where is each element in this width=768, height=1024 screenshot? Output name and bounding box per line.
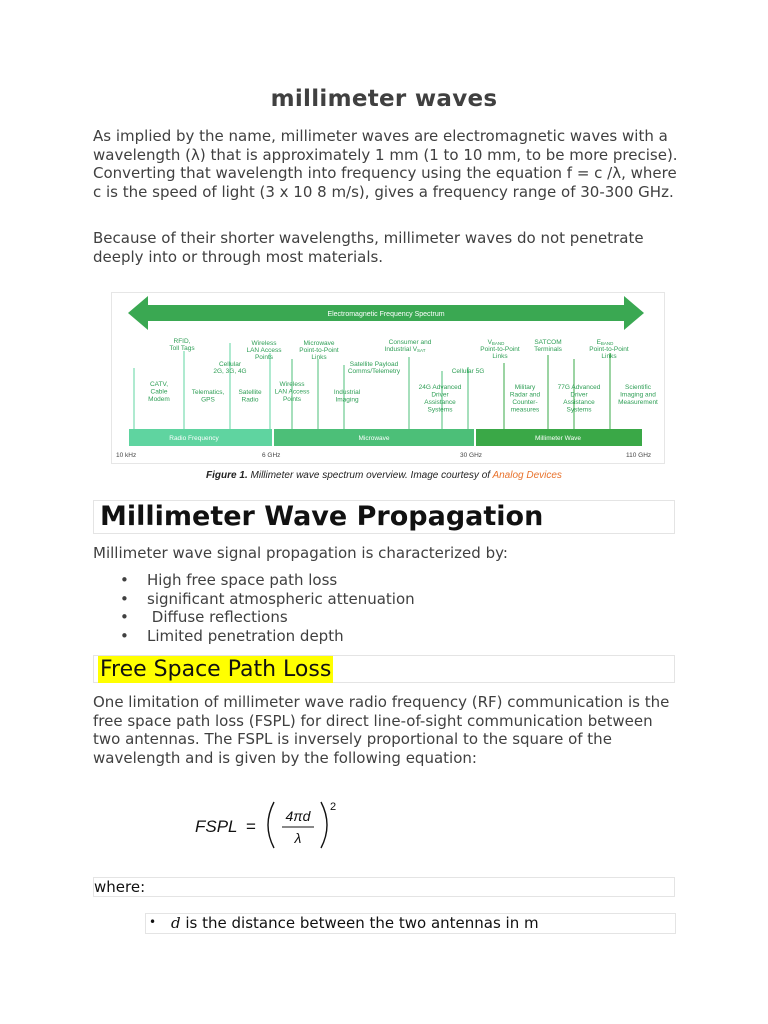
frequency-ticks — [116, 452, 651, 459]
page-title: millimeter waves — [270, 86, 498, 112]
band-mw-label: Microwave — [358, 435, 390, 442]
low-labels — [148, 381, 658, 414]
tick-6ghz: 6 GHz — [262, 452, 281, 459]
label-catv: CATV, Cable Modem — [148, 381, 170, 403]
tick-10khz: 10 kHz — [116, 452, 137, 459]
mid-labels — [213, 361, 484, 375]
tick-30ghz: 30 GHz — [460, 452, 483, 459]
propagation-list — [120, 571, 415, 645]
label-cellular: Cellular 2G, 3G, 4G — [213, 361, 247, 375]
caption-text: Millimeter wave spectrum overview. Image courtesy of — [247, 470, 493, 481]
bullet-icon: • — [120, 571, 129, 589]
definition-text: is the distance between the two antennas in m — [180, 914, 539, 932]
label-telematics: Telematics, GPS — [191, 389, 225, 404]
definition-variable: d — [171, 914, 181, 932]
label-eband: EBAND Point-to-Point Links — [589, 339, 629, 360]
fspl-paragraph: One limitation of millimeter wave radio frequency (RF) communication is the free space path loss (FSPL) for direct line-of-sight communication between two antennas. The FSPL is inversely proportional to the square of the wavelength and is given by the following equation: — [93, 693, 670, 767]
figure-caption — [0, 470, 768, 481]
materials-paragraph: Because of their shorter wavelengths, millimeter waves do not penetrate deeply into or through most materials. — [93, 229, 644, 266]
formula-eq: = — [246, 817, 256, 836]
bullet-icon: • — [120, 608, 129, 626]
band-mmw-label: Millimeter Wave — [535, 435, 581, 442]
intro-paragraph: As implied by the name, millimeter waves are electromagnetic waves with a wavelength (λ) that is approximately 1 mm (1 to 10 mm, to be more precise). Converting that wavelength into frequency using the equation f = c /λ, where c is the speed of light (3 x 10 8 m/s), gives a frequency range of 30-300 GHz. — [93, 127, 678, 201]
subheading-box — [93, 655, 675, 683]
label-military: Military Radar and Counter-measures — [509, 384, 541, 414]
bullet-icon: • — [149, 915, 157, 929]
label-scientific: Scientific Imaging and Measurement — [618, 384, 658, 406]
label-industrial-imaging: Industrial Imaging — [333, 389, 361, 404]
list-item: • High free space path loss — [120, 571, 338, 589]
spectrum-diagram — [112, 293, 664, 463]
fspl-formula — [190, 796, 350, 854]
list-item: • Limited penetration depth — [120, 626, 344, 645]
subheading: Free Space Path Loss — [100, 657, 332, 682]
label-vband: VBAND Point-to-Point Links — [480, 339, 520, 360]
formula-num: 4πd — [285, 808, 311, 824]
right-paren — [321, 802, 327, 848]
left-paren — [268, 802, 274, 848]
label-consumer: Consumer and Industrial VSAT — [384, 339, 432, 353]
label-satellite-radio: Satellite Radio — [238, 389, 262, 404]
label-wlan-low: Wireless LAN Access Points — [274, 381, 310, 403]
band-rf-label: Radio Frequency — [169, 435, 219, 442]
label-24g: 24G Advanced Driver Assistance Systems — [418, 384, 462, 414]
formula-den: λ — [294, 830, 302, 846]
formula-lhs: FSPL — [195, 817, 238, 836]
where-label: where: — [94, 878, 146, 896]
label-wlan-top: Wireless LAN Access Points — [246, 340, 282, 361]
caption-label: Figure 1. — [206, 470, 248, 481]
top-labels — [169, 338, 628, 361]
bullet-icon: • — [120, 626, 129, 645]
section-heading-box — [93, 500, 675, 534]
list-item: • significant atmospheric attenuation — [120, 589, 415, 608]
characterized-text: Millimeter wave signal propagation is characterized by: — [93, 544, 508, 562]
label-77g: 77G Advanced Driver Assistance Systems — [557, 384, 601, 414]
label-microwave-p2p: Microwave Point-to-Point Links — [299, 340, 339, 361]
spectrum-figure — [111, 292, 665, 464]
caption-link[interactable]: Analog Devices — [492, 470, 562, 481]
definition-item — [145, 913, 676, 934]
label-satcom: SATCOM Terminals — [534, 339, 562, 353]
label-satellite-payload: Satellite Payload Comms/Telemetry — [347, 361, 401, 375]
where-box — [93, 877, 675, 897]
formula-exp: 2 — [330, 801, 337, 813]
tick-110ghz: 110 GHz — [626, 452, 652, 459]
section-heading: Millimeter Wave Propagation — [100, 501, 544, 532]
list-item: • Diffuse reflections — [120, 608, 288, 626]
spectrum-title: Electromagnetic Frequency Spectrum — [327, 311, 445, 318]
label-rfid: RFID, Toll Tags — [169, 338, 195, 352]
label-cellular-5g: Cellular 5G — [451, 368, 485, 375]
bullet-icon: • — [120, 589, 129, 608]
